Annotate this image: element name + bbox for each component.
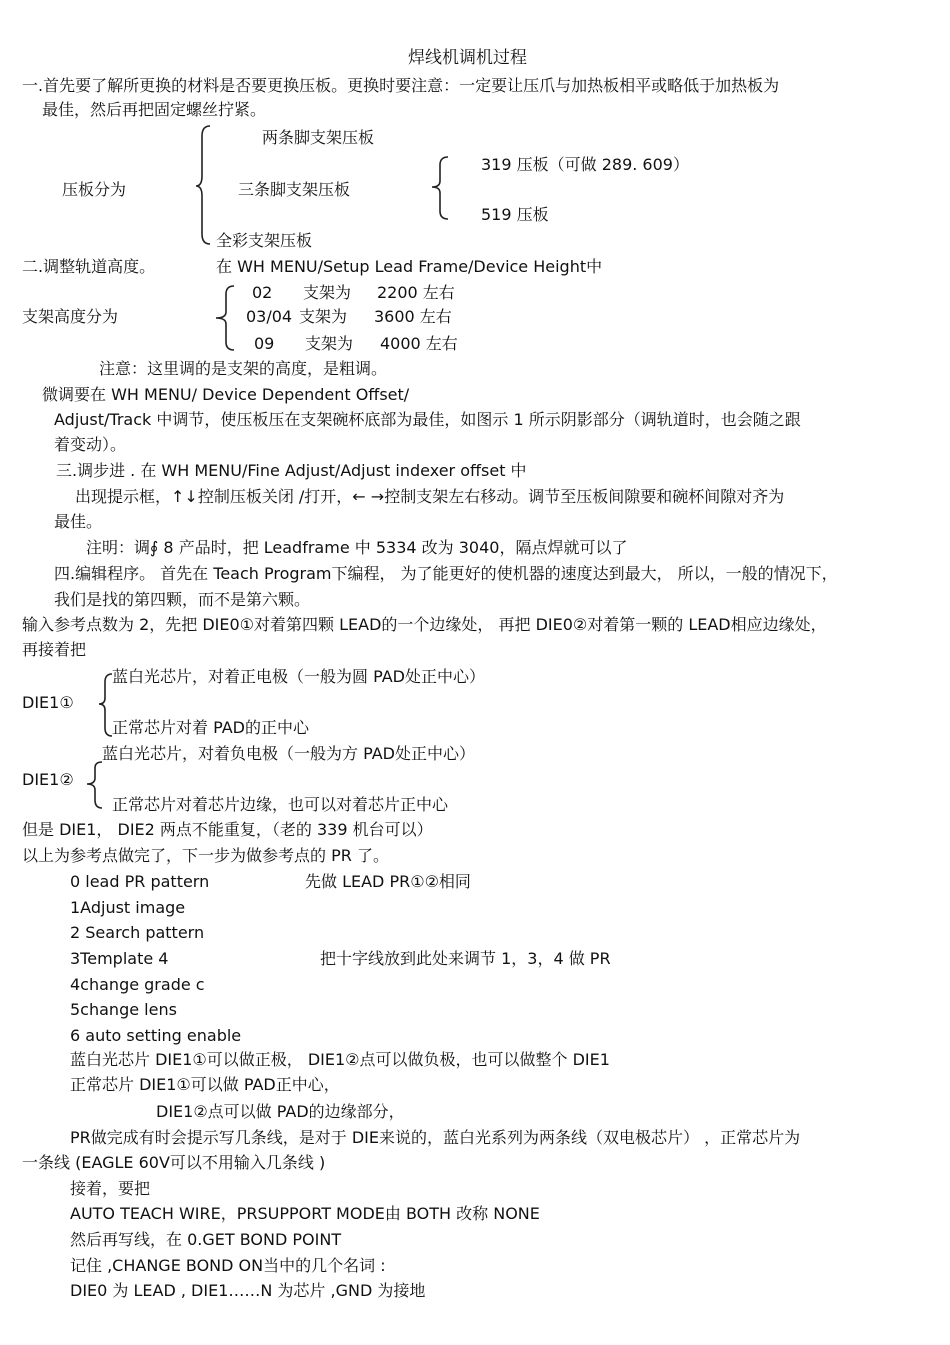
height-row-mid: 支架为 [303,283,352,302]
pressplate-sub-1: 319 压板（可做 289. 609） [481,155,689,174]
pr-step: 1Adjust image [70,898,186,917]
height-row-value: 2200 左右 [377,283,455,302]
height-row-mid: 支架为 [305,334,354,353]
section1-line1: 一.首先要了解所更换的材料是否要更换压板。更换时要注意：一定要让压爪与加热板相平或略低于加热板为 [22,76,780,95]
section3-line2: 最佳。 [54,512,103,531]
pressplate-label: 压板分为 [62,180,127,199]
section4-line4: 再接着把 [22,640,87,659]
section3-heading: 三.调步进 . 在 WH MENU/Fine Adjust/Adjust indexer offset 中 [56,461,527,480]
section4-line2: 我们是找的第四颗，而不是第六颗。 [54,590,311,609]
next-line2: AUTO TEACH WIRE，PRSUPPORT MODE由 BOTH 改称 NONE [70,1204,540,1223]
brace-icon [86,760,104,810]
pressplate-option-3: 全彩支架压板 [216,231,313,250]
section3-line1: 出现提示框，↑↓控制压板关闭 /打开，← →控制支架左右移动。调节至压板间隙要和碗杯间隙对齐为 [75,487,785,506]
die1-first-normal: 正常芯片对着 PAD的正中心 [112,718,309,737]
height-row-value: 3600 左右 [374,307,452,326]
fine-adjust-line3: 着变动）。 [54,435,127,454]
next-line1: 接着，要把 [70,1179,151,1198]
pr-done-line1: PR做完成有时会提示写几条线，是对于 DIE来说的，蓝白光系列为两条线（双电极芯片） ，正常芯片为 [70,1128,801,1147]
pressplate-option-1: 两条脚支架压板 [262,128,375,147]
die1-second-label: DIE1② [22,770,74,789]
pr-done-line2: 一条线 (EAGLE 60V可以不用输入几条线 ) [22,1153,326,1172]
section1-line2: 最佳，然后再把固定螺丝拧紧。 [42,100,267,119]
height-row-code: 09 [254,334,275,353]
brace-icon [214,284,236,354]
pressplate-sub-2: 519 压板 [481,205,549,224]
pr-step0-note: 先做 LEAD PR①②相同 [305,872,471,891]
fine-adjust-line2: Adjust/Track 中调节，使压板压在支架碗杯底部为最佳，如图示 1 所示阴影部分（调轨道时，也会随之跟 [54,410,801,429]
section3-note: 注明：调∮ 8 产品时，把 Leadframe 中 5334 改为 3040，隔点焊就可以了 [86,538,628,557]
section4-line3: 输入参考点数为 2，先把 DIE0①对着第四颗 LEAD的一个边缘处， 再把 DIE0②对着第一颗的 LEAD相应边缘处， [22,615,827,634]
pr-step: 3Template 4 [70,949,169,968]
next-line4: 记住 ,CHANGE BOND ON当中的几个名词 : [70,1256,386,1275]
height-row-code: 03/04 [246,307,293,326]
pr-step: 6 auto setting enable [70,1026,242,1045]
page-title: 焊线机调机过程 [408,48,527,68]
pr-normal-chip-1: 正常芯片 DIE1①可以做 PAD正中心， [70,1075,340,1094]
section4-line6: 以上为参考点做完了，下一步为做参考点的 PR 了。 [22,846,389,865]
die1-first-label: DIE1① [22,693,74,712]
pressplate-option-2: 三条脚支架压板 [238,180,351,199]
height-row-mid: 支架为 [299,307,348,326]
height-row-value: 4000 左右 [380,334,458,353]
pr-step: 5change lens [70,1000,177,1019]
height-row-code: 02 [252,283,273,302]
pr-step: 4change grade c [70,975,205,994]
brace-icon [196,124,216,246]
next-line5: DIE0 为 LEAD , DIE1……N 为芯片 ,GND 为接地 [70,1281,426,1300]
die1-second-blue: 蓝白光芯片，对着负电极（一般为方 PAD处正中心） [102,744,475,763]
section4-line1: 四.编辑程序。 首先在 Teach Program下编程， 为了能更好的使机器的速度达到最大， 所以，一般的情况下， [54,564,838,583]
next-line3: 然后再写线，在 0.GET BOND POINT [70,1230,342,1249]
section4-line5: 但是 DIE1， DIE2 两点不能重复，（老的 339 机台可以） [22,820,433,839]
section2-heading: 二.调整轨道高度。 [22,257,156,276]
pr-step3-note: 把十字线放到此处来调节 1，3，4 做 PR [320,949,611,968]
pr-blue-chip: 蓝白光芯片 DIE1①可以做正极， DIE1②点可以做负极，也可以做整个 DIE1 [70,1050,610,1069]
pr-normal-chip-2: DIE1②点可以做 PAD的边缘部分， [156,1102,405,1121]
pr-step: 0 lead PR pattern [70,872,210,891]
section2-path: 在 WH MENU/Setup Lead Frame/Device Height中 [216,257,603,276]
fine-adjust-line1: 微调要在 WH MENU/ Device Dependent Offset/ [42,385,410,404]
height-note: 注意：这里调的是支架的高度，是粗调。 [99,359,388,378]
die1-second-normal: 正常芯片对着芯片边缘，也可以对着芯片正中心 [112,795,449,814]
height-label: 支架高度分为 [22,307,119,326]
brace-icon [430,155,452,221]
die1-first-blue: 蓝白光芯片，对着正电极（一般为圆 PAD处正中心） [112,667,485,686]
pr-step: 2 Search pattern [70,923,205,942]
